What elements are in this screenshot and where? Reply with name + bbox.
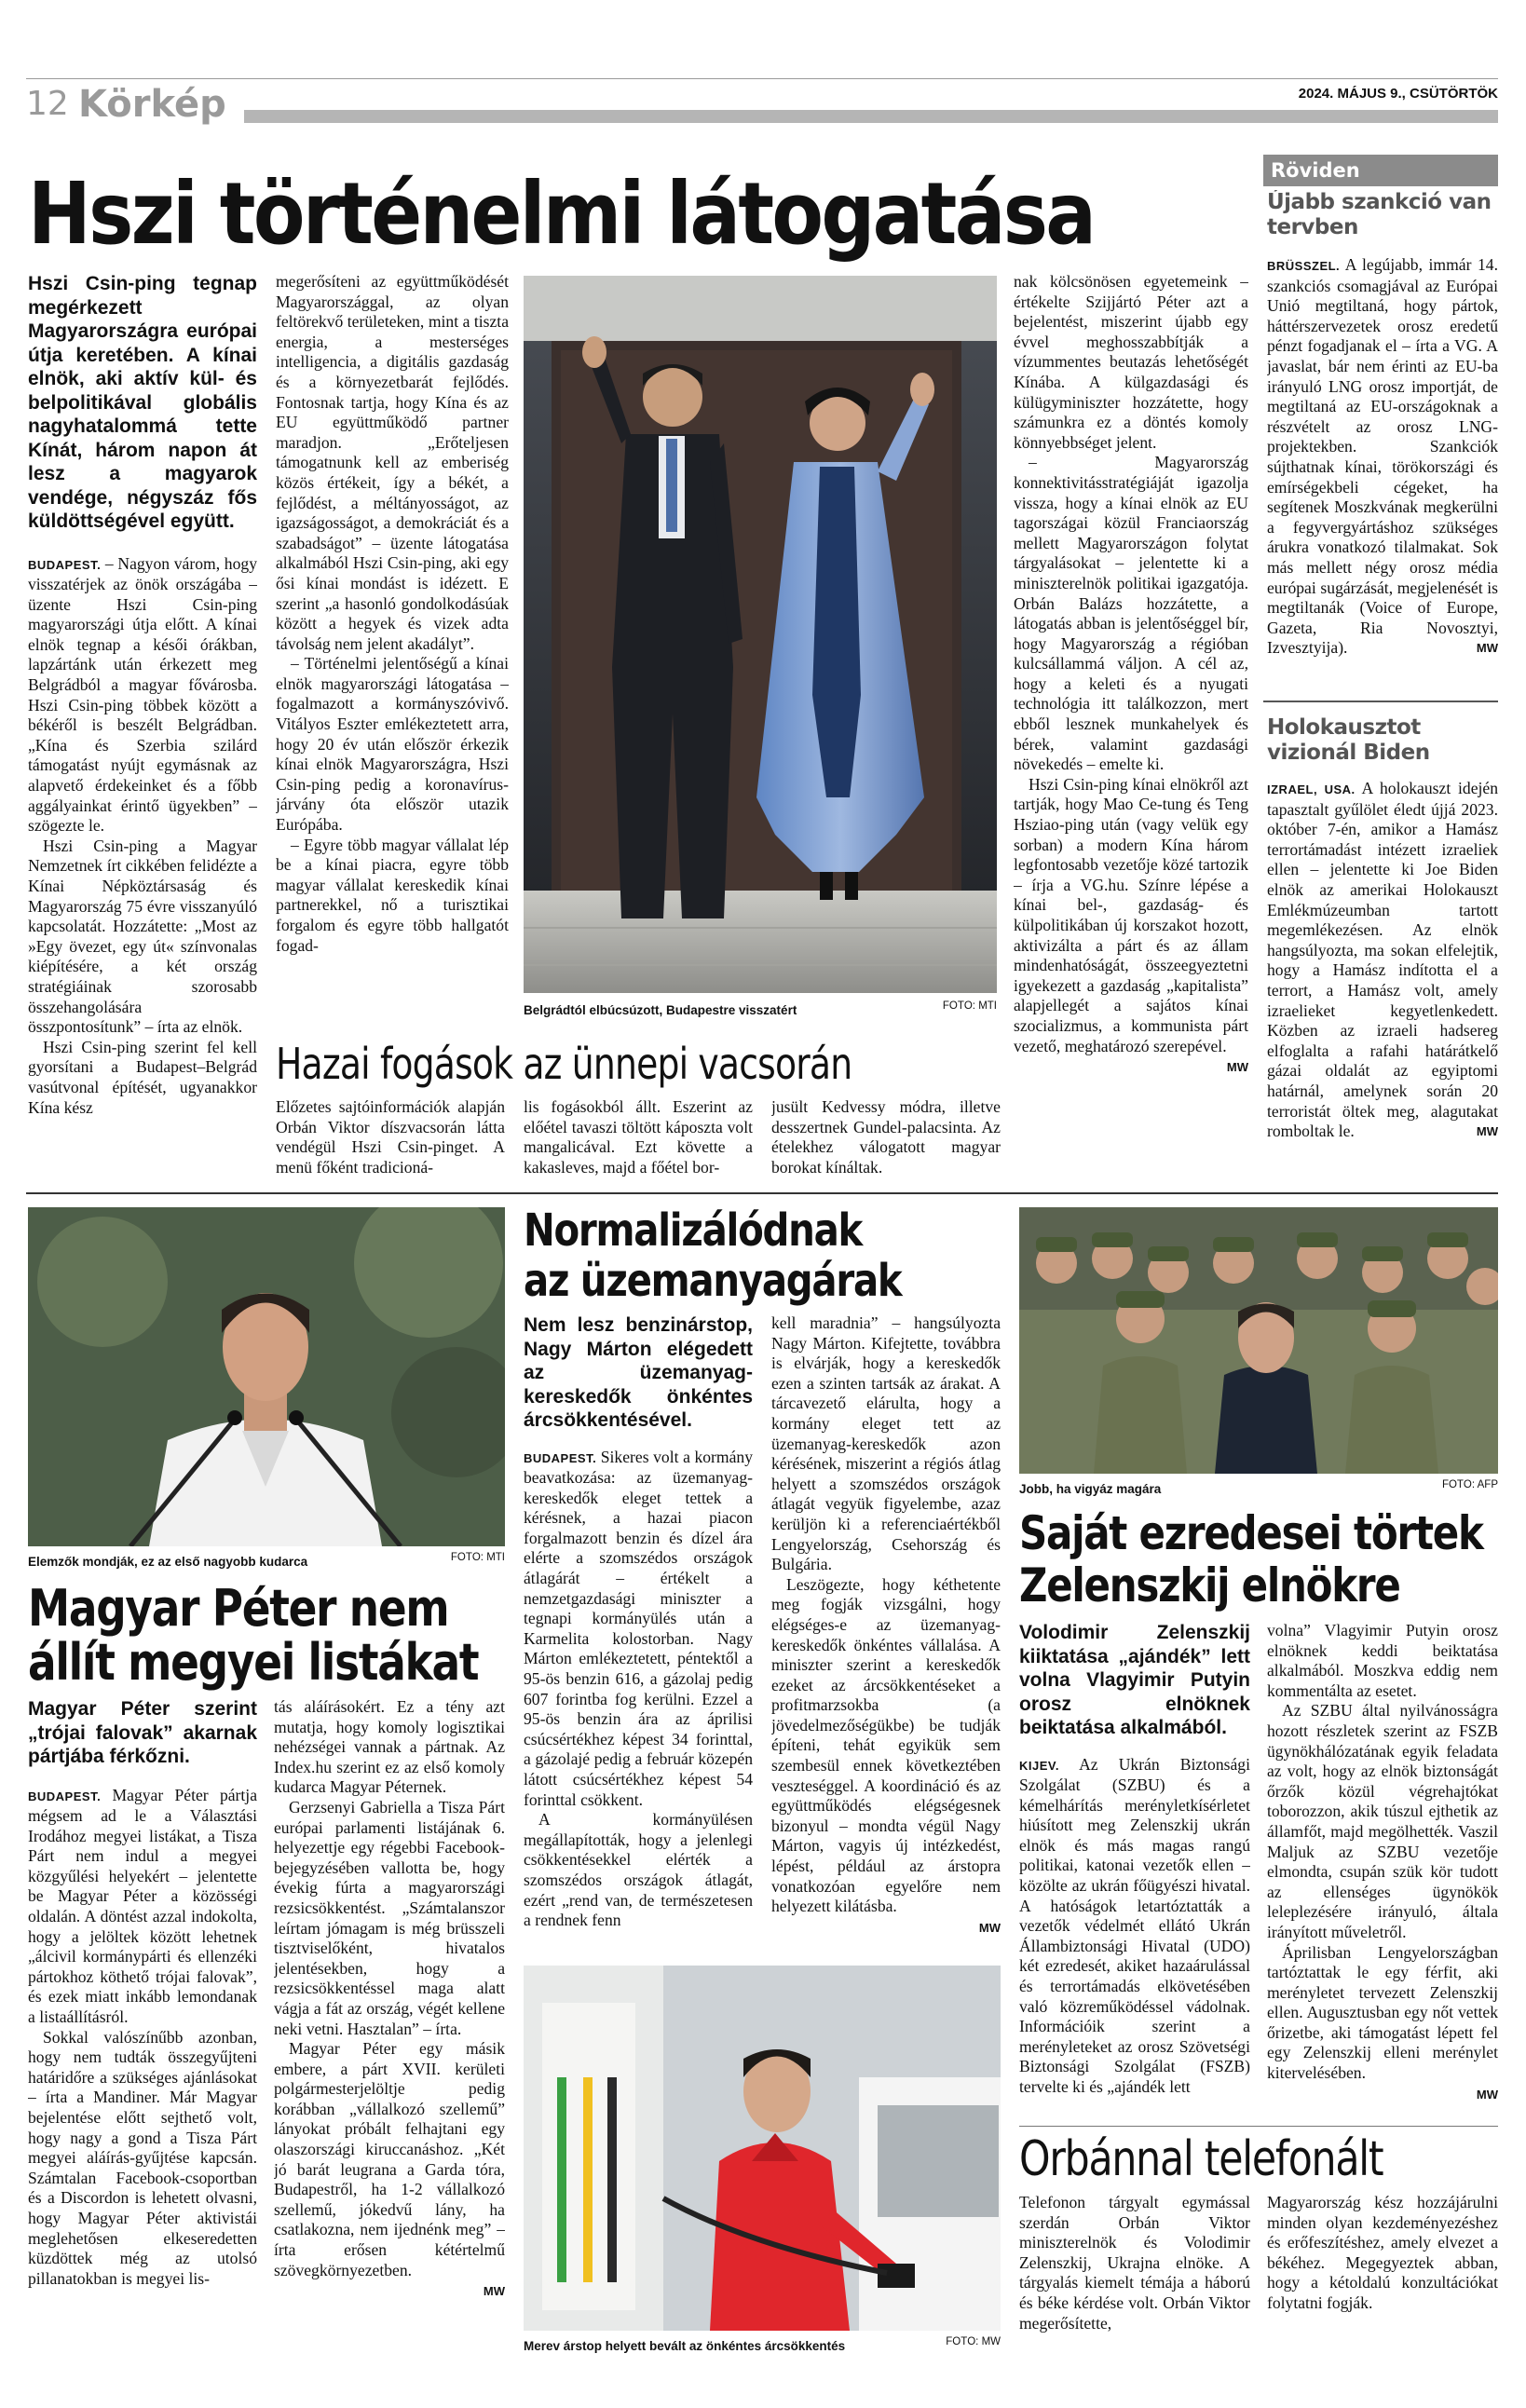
xi-photo-illustration: [524, 276, 997, 993]
zelensky-photo: [1019, 1207, 1498, 1474]
photo-caption: Merev árstop helyett bevált az önkéntes árcsökkentés: [524, 2339, 846, 2353]
magyar-lead: Magyar Péter szerint „trójai falovak” akarnak pártjába férkőzni.: [28, 1698, 257, 1767]
dateline: IZRAEL, USA.: [1267, 782, 1356, 796]
text: volna” Vlagyimir Putyin orosz elnöknek keddi beiktatása alkalmából. Moszkva eddig nem kommentálta az esetet.: [1267, 1621, 1498, 1700]
main-headline: [28, 166, 1258, 268]
date-line: 2024. MÁJUS 9., CSÜTÖRTÖK: [1298, 86, 1498, 102]
signature: MW: [978, 1920, 1001, 1935]
zelensky-lead: Volodimir Zelenszkij kiiktatása „ajándék” lett volna Vlagyimir Putyin orosz elnöknek beiktatása alkalmából.: [1019, 1622, 1250, 1738]
dateline: KIJEV.: [1019, 1758, 1059, 1773]
signature: MW: [1226, 1060, 1248, 1075]
orban-headline-text: Orbánnal telefonált: [1019, 2131, 1383, 2187]
dateline: BUDAPEST.: [28, 557, 102, 572]
dinner-headline-text: Hazai fogások az ünnepi vacsorán: [276, 1039, 852, 1089]
sidebar-item2-title: Holokausztot vizionál Biden: [1267, 715, 1430, 765]
section-bar: [244, 110, 1498, 123]
main-col-3: [1014, 272, 1248, 1204]
text: Áprilisban Lengyelországban tartóztattak le egy férfit, aki merényletet tervezett Zelenszkij ellen. Augusztusban egy nőt vettek őrizetbe, aki támogatást lépett fel egy Zelenszkij elleni merénylet kitervelésében.: [1267, 1942, 1498, 2083]
sidebar-item1-text: [1267, 255, 1498, 693]
text: – Nagyon várom, hogy visszatérjek az önök országába – üzente Hszi Csin-ping magyarországi útja előtt. A kínai elnök tegnap a késői órákban, lapzártánk után érkezett meg Belgrádból a magyar fővárosba. Hszi Csin-ping többek között a békéről is beszélt Belgrádban. „Kína és Szerbia szilárd támogatást nyújt egymásnak az alapvető érdekeinket és a főbb aggályainkat érintő ügyekben” – szögezte le.: [28, 553, 257, 836]
text: Az SZBU által nyilvánosságra hozott részletek szerint az FSZB ügynökhálózatának egyik feladata az volt, hogy az elnök biztonságát őrzők közül végrehajtókat toborozzon, akik túszul ejthetik az államfőt, majd megölhették. Vaszil Maljuk az SZBU vezetője elmondta, csupán szük kör tudott az ellenséges ügynökök leleplezésére irányuló, általa irányított műveletről.: [1267, 1701, 1498, 1941]
top-rule: [26, 78, 1498, 79]
sidebar-label: Röviden: [1271, 159, 1360, 182]
dinner-col-2: [524, 1097, 753, 1181]
text: Leszögezte, hogy kéthetente meg fogják vizsgálni, hogy elégséges-e az üzemanyag-kereskedők önkéntes vállalása. A miniszter szerint a kereskedők ezeket az árcsökkentéseket a profitmarzsokba (a jövedelmezőségükbe) be tudják építeni, tehát egyikük sem szembesül ennek következtében veszteséggel. A koordináció és az együttműködés elégségesnek bizonyul – mondta végül Nagy Márton, vagyis új intézkedést, lépést, például az árstopra vonatkozóan egyelőre nem helyezett kilátásba.: [771, 1574, 1001, 1916]
orban-headline: [1019, 2131, 1498, 2189]
headline-line: az üzemanyagárak: [524, 1255, 902, 1307]
text: Sokkal valószínűbb azonban, hogy nem tudták összegyűjteni határidőre a szükséges ajánlásokat – írta a Mandiner. Már Magyar bejelentése előtt sejthető volt, hogy nagy a gond a Tisza Párt megyei aláírás-gyűjtése kapcsán. Számtalan Facebook-csoportban és a Discordon is lehetett olvasni, hogy Magyar Péter aktivistái meglehetősen elkeseredetten küzdöttek még az utolsó pillanatokban is megyei lis-: [28, 2027, 257, 2288]
text: Magyar Péter egy másik embere, a párt XVII. kerületi polgármesterjelöltje pedig korábban „vállalkozó szellemű” lányokat próbált felhajtani egy olaszországi kiruccanáshoz. „Két jó barát leugrana a Garda tóra, Budapestről, ha 1-2 vállalkozó szellemű, jókedvű lány, ha csatlakozna, nem ijednénk meg” – írta erősen kétértelmű szövegkörnyezetben.: [274, 2039, 505, 2279]
text: Gerzsenyi Gabriella a Tisza Párt európai parlamenti listájának 6. helyezettje egy régebbi Facebook-bejegyzésében vallotta be, hogy évekig fúrta a magyarországi rezsicsökkentést. „Számtalanszor leírtam jómagam is még brüsszeli tisztviselőként, hivatalos jelentésekben, hogy a rezsicsökkentéssel maga alatt vágja a fát az ország, végét kellene neki vetni. Hasztalan” – írta.: [274, 1797, 505, 2038]
signature: MW: [483, 2284, 505, 2299]
photo-caption: Elemzők mondják, ez az első nagyobb kudarca: [28, 1555, 308, 1569]
section-divider: [26, 1192, 1498, 1194]
main-lead: Hszi Csin-ping tegnap megérkezett Magyarországra európai útja keretében. A kínai elnök, aki aktív kül- és belpolitikával globális nagyhatalommá tette Kínát, három napon át lesz a magyarok vendége, négyszáz fős küldöttségével együtt.: [28, 273, 257, 532]
text: Hszi Csin-ping a Magyar Nemzetnek írt cikkében felidézte a Kínai Népköztársaság és Magyarország 75 évre visszanyúló kapcsolatát. Hozzátette: „Most az »Egy övezet, egy út« színvonalas kiépítésére, a két ország stratégiáinak szorosabb összehangolására összpontosítunk” – írta az elnök.: [28, 836, 257, 1037]
text: Hszi Csin-ping kínai elnökről azt tartják, hogy Mao Ce-tung és Teng Hsziao-ping után (vagy velük egy sorban) a modern Kína három legfontosabb vezetője közé tartozik – írja a VG.hu. Színre lépése a kínai bel-, gazdaság- és külpolitikában új korszakot hozott, aktivizálta a párt és az állam mindenhatóságát, összeegyeztetni igyekezett a gazdaság „kapitalista” alapjellegét a sajátos kínai szocializmus, a kommunista párt vezető, meghatározó szerepével.: [1014, 774, 1248, 1055]
headline-line: Magyar Péter nem: [28, 1582, 449, 1638]
photo-caption: Jobb, ha vigyáz magára: [1019, 1482, 1162, 1496]
text: tás aláírásokért. Ez a tény azt mutatja, hogy komoly logisztikai nehézségei vannak a pártnak. Az Index.hu szerint ez az első komoly kudarca Magyar Péternek.: [274, 1697, 505, 1797]
text: megerősíteni az együttműködését Magyarországgal, az olyan feltörekvő területeken, mint a tiszta energia, a mesterséges intelligencia, a digitális gazdaság és a környezetbarát fejlődés. Fontosnak tartja, hogy Kína és az EU együttműködő partner maradjon. „Erőteljesen támogatnunk kell az emberiség közös értékeit, így a békét, a fejlődést, a méltányosságot, az igazságosságot, a demokráciát és a szabadságot” – üzente látogatása alkalmából Hszi Csin-ping, aki egy ősi kínai mondást is idézett. E szerint „a hasonló gondolkodásúak között a hegyek és vizek adta távolság nem jelent akadályt”.: [276, 272, 509, 653]
text: Az Ukrán Biztonsági Szolgálat (SZBU) és a kémelhárítás merényletkísérletet hiúsított meg Zelenszkij ukrán elnök és más magas rangú politikai, katonai vezetők ellen – közölte az ukrán főügyészi hivatal. A hatóságok letartóztatták a vezetők védelmét ellátó Ukrán Állambiztonsági Hivatal (UDO) két ezredesét, akiket hazaárulással és terrortámadás elkövetésében való közreműködéssel vádolnak. Információik szerint a merényleteket az orosz Szövetségi Biztonsági Szolgálat (FSZB) tervelte ki és „ajándék lett: [1019, 1754, 1250, 2096]
text: A legújabb, immár 14. szankciós csomagjával az Európai Unió megtiltaná, hogy pártok, háttérszervezetek orosz eredetű pénzt fogadjanak el – írta a VG. A javaslat, bár nem érinti az EU-ba irányuló LNG orosz importját, de megtiltaná az EU-országoknak a részvételt az orosz LNG-projektekben. Szankciók sújthatnak kínai, törökországi és emírségekbeli cégeket, ha segítenek Moszkvának megkerülni a fegyvergyártáshoz szükséges árukra vonatkozó tilalmakat. Sok más mellett négy orosz média európai sugárzását, megjelenését is megtiltanák (Voice of Europe, Gazeta, Ria Novosztyi, Izvesztyija).: [1267, 255, 1498, 658]
zelensky-col-1: [1019, 1621, 1250, 2124]
headline-line: Saját ezredesei törtek: [1019, 1507, 1483, 1560]
headline-line: állít megyei listákat: [28, 1633, 479, 1692]
zelensky-caption-row: [1019, 1479, 1498, 1498]
text: Magyar Péter pártja mégsem ad le a Választási Irodához megyei listákat, a Tisza Párt nem indul a megyei közgyűlési helyekért – jelentette be Magyar Péter a közösségi oldalán. A döntést azzal indokolta, hogy a jelöltek között lehetnek „álcivil kormánypárti és ellenzéki pártokhoz köthető trójai falovak”, és ezek miatt inkább lemondanak a listaállításról.: [28, 1785, 257, 2027]
zelensky-headline: [1019, 1507, 1498, 1619]
photo-credit: FOTÓ: MTI: [450, 1552, 505, 1563]
zelensky-col-2: [1267, 1621, 1498, 2124]
text: Hszi Csin-ping szerint fel kell gyorsítani a Budapest–Belgrád vasútvonal építését, ugyanakkor Kína kész: [28, 1037, 257, 1117]
text: – Egyre több magyar vállalat lép be a kínai piacra, egyre több magyar vállalat kereskedik kínai partnerekkel, nő a turisztikai forgalom és egyre több hallgatót fogad-: [276, 835, 509, 955]
dinner-col-3: [771, 1097, 1001, 1181]
headline-line: Normalizálódnak: [524, 1205, 863, 1257]
headline-line: Zelenszkij elnökre: [1019, 1558, 1400, 1612]
text: Előzetes sajtóinformációk alapján Orbán Viktor díszvacsorán látta vendégül Hszi Csin-pinget. A menü főként tradicioná-: [276, 1097, 505, 1177]
text: lis fogásokból állt. Eszerint az előétel tavaszi töltött káposzta volt mangalicával. Ezt követte a kakasleves, majd a főétel bor-: [524, 1097, 753, 1177]
page-number: 12: [26, 85, 69, 123]
magyar-photo-illustration: [28, 1207, 505, 1546]
text: – Magyarország konnektivitásstratégiáját igazolja vissza, hogy a kínai elnök az EU tagországai közül Franciaország mellett Magyarországon folytat tárgyalásokat – jelentette ki a miniszterelnök politikai igazgatója. Orbán Balázs hozzátette, a látogatás abban is jelentőséggel bír, hogy Magyarország a régióban kulcsállammá váljon. A cél az, hogy a keleti és a nyugati technológia itt találkozzon, mert ebből lesznek munkahelyek és bérek, valamint gazdasági növekedés – emelte ki.: [1014, 453, 1248, 774]
sidebar-item2-text: [1267, 779, 1498, 1189]
zelensky-photo-illustration: [1019, 1207, 1498, 1474]
photo-credit: FOTÓ: MW: [946, 2336, 1001, 2347]
signature: MW: [1476, 641, 1498, 656]
sidebar-divider: [1263, 701, 1498, 702]
fuel-col-2: [771, 1313, 1001, 1966]
text: A holokauszt idején tapasztalt gyűlölet éledt újjá 2023. október 7-én, amikor a Hamász terrortámadást intézett izraeliek ellen – jelentette ki Joe Biden elnök az amerikai Holokauszt Emlékmúzeumban tartott megemlékezésen. Az elnök hangsúlyozta, ma sokan elfelejtik, hogy a Hamász indította el a terrort, a Hamász volt, amely izraelieket kegyetlenkedett. Közben az izraeli hadsereg elfoglalta a rafahi határátkelő gázai oldalát az egyiptomi határnál, amelynek során 20 terroristát öltek meg, alagutakat romboltak le.: [1267, 779, 1498, 1141]
text: A kormányülésen megállapították, hogy a jelenlegi csökkentésekkel elérték a szomszédos országok átlagát, ezért „rend van, de természetesen a rendnek fenn: [524, 1810, 753, 1930]
main-col-1: [28, 272, 257, 1222]
fuel-caption-row: [524, 2336, 1001, 2355]
signature: MW: [1476, 2087, 1498, 2102]
magyar-col-2: [274, 1697, 505, 2405]
sidebar-item1-title: Újabb szankció van tervben: [1267, 190, 1492, 239]
xi-photo: [524, 276, 997, 993]
signature: MW: [1476, 1124, 1498, 1139]
text: Sikeres volt a kormány beavatkozása: az üzemanyag-kereskedők eleget tettek a kérésnek, a hazai piacon forgalmazott benzin és dízel ára elérte a szomszédos országok átlagárát – értékelt a nemzetgazdasági miniszter a tegnapi kormányülés után a Karmelita kolostorban. Nagy Márton emlékeztetett, péntektől a 95-ös benzin 616, a gázolaj pedig 607 forintba fog kerülni. Ezzel a 95-ös benzin ára az áprilisi csúcsértékhez képest 34 forinttal, a gázolajé pedig a február közepén látott csúcsértékhez képest 54 forinttal csökkent.: [524, 1447, 753, 1809]
orban-col-1: [1019, 2193, 1250, 2379]
dateline: BRÜSSZEL.: [1267, 259, 1341, 273]
text: Magyarország kész hozzájárulni minden olyan kezdeményezéshez és erőfeszítéshez, amely elvezet a békéhez. Megegyeztek abban, hogy a kétoldalú konzultációkat folytatni fogják.: [1267, 2193, 1498, 2312]
photo-credit: FOTÓ: MTI: [942, 1000, 997, 1012]
photo-caption: Belgrádtól elbúcsúzott, Budapestre visszatért: [524, 1003, 797, 1017]
text: nak kölcsönösen egyetemeink – értékelte Szijjártó Péter azt a bejelentést, miszerint újabb egy évvel meghosszabbítják a vízummentes beutazás lehetőségét Kínába. A külgazdasági és külügyminiszter hozzátette, hogy számunkra ez a döntés komoly könnyebbséget jelent.: [1014, 272, 1248, 452]
dinner-col-1: [276, 1097, 505, 1181]
dinner-headline: [276, 1038, 1002, 1094]
orban-rule: [1019, 2126, 1498, 2127]
dateline: BUDAPEST.: [28, 1789, 102, 1803]
fuel-col-1: [524, 1313, 753, 1966]
fuel-photo-illustration: [524, 1966, 1001, 2331]
magyar-caption-row: [28, 1552, 505, 1571]
main-headline-text: Hszi történelmi látogatása: [28, 166, 1095, 264]
dateline: BUDAPEST.: [524, 1450, 597, 1465]
magyar-headline: [28, 1582, 512, 1694]
magyar-col-1: [28, 1697, 257, 2405]
xi-photo-caption-row: [524, 1000, 997, 1019]
magyar-photo: [28, 1207, 505, 1546]
photo-credit: FOTÓ: AFP: [1441, 1479, 1498, 1490]
fuel-photo: [524, 1966, 1001, 2331]
fuel-headline: [524, 1205, 999, 1312]
text: Telefonon tárgyalt egymással szerdán Orbán Viktor miniszterelnök és Volodimir Zelenszkij, Ukrajna elnöke. A tárgyalás kiemelt témája a háború és béke kérdése volt. Orbán Viktor megerősítette,: [1019, 2193, 1250, 2333]
sidebar-label-bar: [1263, 155, 1498, 186]
fuel-lead: Nem lesz benzinárstop, Nagy Márton elégedett az üzemanyag-kereskedők önkéntes árcsökkentésével.: [524, 1314, 753, 1431]
text: jusült Kedvessy módra, illetve desszertnek Gundel-palacsinta. Az ételekhez válogatott magyar borokat kínáltak.: [771, 1097, 1001, 1177]
text: – Történelmi jelentőségű a kínai elnök magyarországi látogatása – fogalmazott a kormányszóvivő. Vitályos Eszter emlékeztetett arra, hogy 20 év után először érkezik kínai elnök Magyarországra, Hszi Csin-ping pedig a koronavírus-járvány óta először utazik Európába.: [276, 654, 509, 835]
text: kell maradnia” – hangsúlyozta Nagy Márton. Kifejtette, továbbra is elvárják, hogy a kereskedők ezen a szinten tartsák az árakat. A tárcavezető elárulta, hogy a kormány eleget tett az üzemanyag-kereskedők azon kérésének, miszerint a régiós átlag helyett a szomszédos országok átlagát vegyük figyelembe, azaz kerüljön ki a referenciaértékből Lengyelország, Csehország és Bulgária.: [771, 1313, 1001, 1574]
main-col-2: [276, 272, 509, 1092]
section-label: Körkép: [78, 83, 226, 126]
orban-col-2: [1267, 2193, 1498, 2379]
